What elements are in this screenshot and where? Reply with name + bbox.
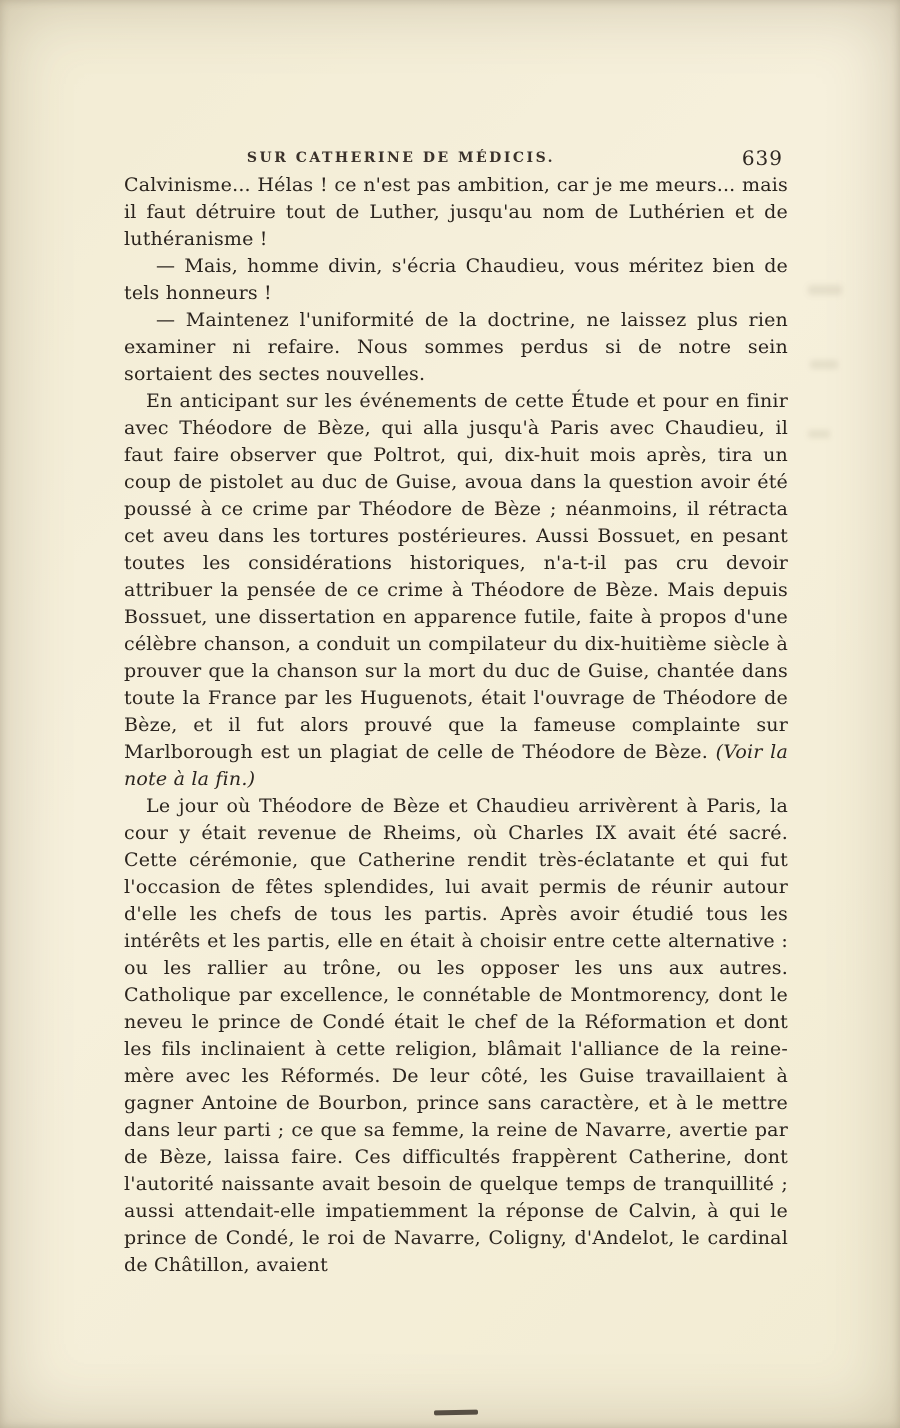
bleed-through-artifact: [810, 360, 838, 369]
paragraph-segment: — Maintenez l'uniformité de la doctrine, ne laissez plus rien examiner ni refaire. Nous sommes perdus si de notre sein sortaient des sectes nouvelles.: [124, 309, 788, 385]
paragraph: [124, 388, 788, 793]
bleed-through-artifact: [808, 285, 842, 295]
paragraph-segment: Le jour où Théodore de Bèze et Chaudieu arrivèrent à Paris, la cour y était revenue de Rheims, où Charles IX avait été sacré. Cette cérémonie, que Catherine rendit très-éclatante et qui fut l'occasion de fêtes splendides, lui avait permis de réunir autour d'elle les chefs de tous les partis. Après avoir étudié tous les intérêts et les partis, elle en était à choisir entre cette alternative : ou les rallier au trône, ou les opposer les uns aux autres. Catholique par excellence, le connétable de Montmorency, dont le neveu le prince de Condé était le chef de la Réformation et dont les fils inclinaient à cette religion, blâmait l'alliance de la reine-mère avec les Réformés. De leur côté, les Guise travaillaient à gagner Antoine de Bourbon, prince sans caractère, et à le mettre dans leur parti ; ce que sa femme, la reine de Navarre, avertie par de Bèze, laissa faire. Ces difficultés frappèrent Catherine, dont l'autorité naissante avait besoin de quelque temps de tranquillité ; aussi attendait-elle impatiemment la réponse de Calvin, à qui le prince de Condé, le roi de Navarre, Coligny, d'Andelot, le cardinal de Châtillon, avaient: [124, 795, 788, 1276]
paragraph-segment: — Mais, homme divin, s'écria Chaudieu, vous méritez bien de tels honneurs !: [124, 255, 788, 304]
running-title: SUR CATHERINE DE MÉDICIS.: [246, 150, 556, 166]
paragraph-italic-segment: (Voir la note à la fin.): [124, 741, 788, 790]
bleed-through-artifact: [808, 430, 830, 438]
page-number: 639: [741, 146, 783, 170]
page-header: [125, 146, 787, 174]
paragraph-segment: Calvinisme... Hélas ! ce n'est pas ambition, car je me meurs... mais il faut détruire tout de Luther, jusqu'au nom de Luthérien et de luthéranisme !: [124, 174, 788, 250]
page-body: [124, 172, 788, 1279]
paragraph: [124, 253, 788, 307]
paragraph: [124, 793, 788, 1279]
paragraph-segment: En anticipant sur les événements de cette Étude et pour en finir avec Théodore de Bèze, qui alla jusqu'à Paris avec Chaudieu, il faut faire observer que Poltrot, qui, dix-huit mois après, tira un coup de pistolet au duc de Guise, avoua dans la question avoir été poussé à ce crime par Théodore de Bèze ; néanmoins, il rétracta cet aveu dans les tortures postérieures. Aussi Bossuet, en pesant toutes les considérations historiques, n'a-t-il pas cru devoir attribuer la pensée de ce crime à Théodore de Bèze. Mais depuis Bossuet, une dissertation en apparence futile, faite à propos d'une célèbre chanson, a conduit un compilateur du dix-huitième siècle à prouver que la chanson sur la mort du duc de Guise, chantée dans toute la France par les Huguenots, était l'ouvrage de Théodore de Bèze, et il fut alors prouvé que la fameuse complainte sur Marlborough est un plagiat de celle de Théodore de Bèze.: [124, 390, 788, 763]
scan-mark: [434, 1410, 478, 1416]
paragraph: [124, 307, 788, 388]
paragraph: [124, 172, 788, 253]
